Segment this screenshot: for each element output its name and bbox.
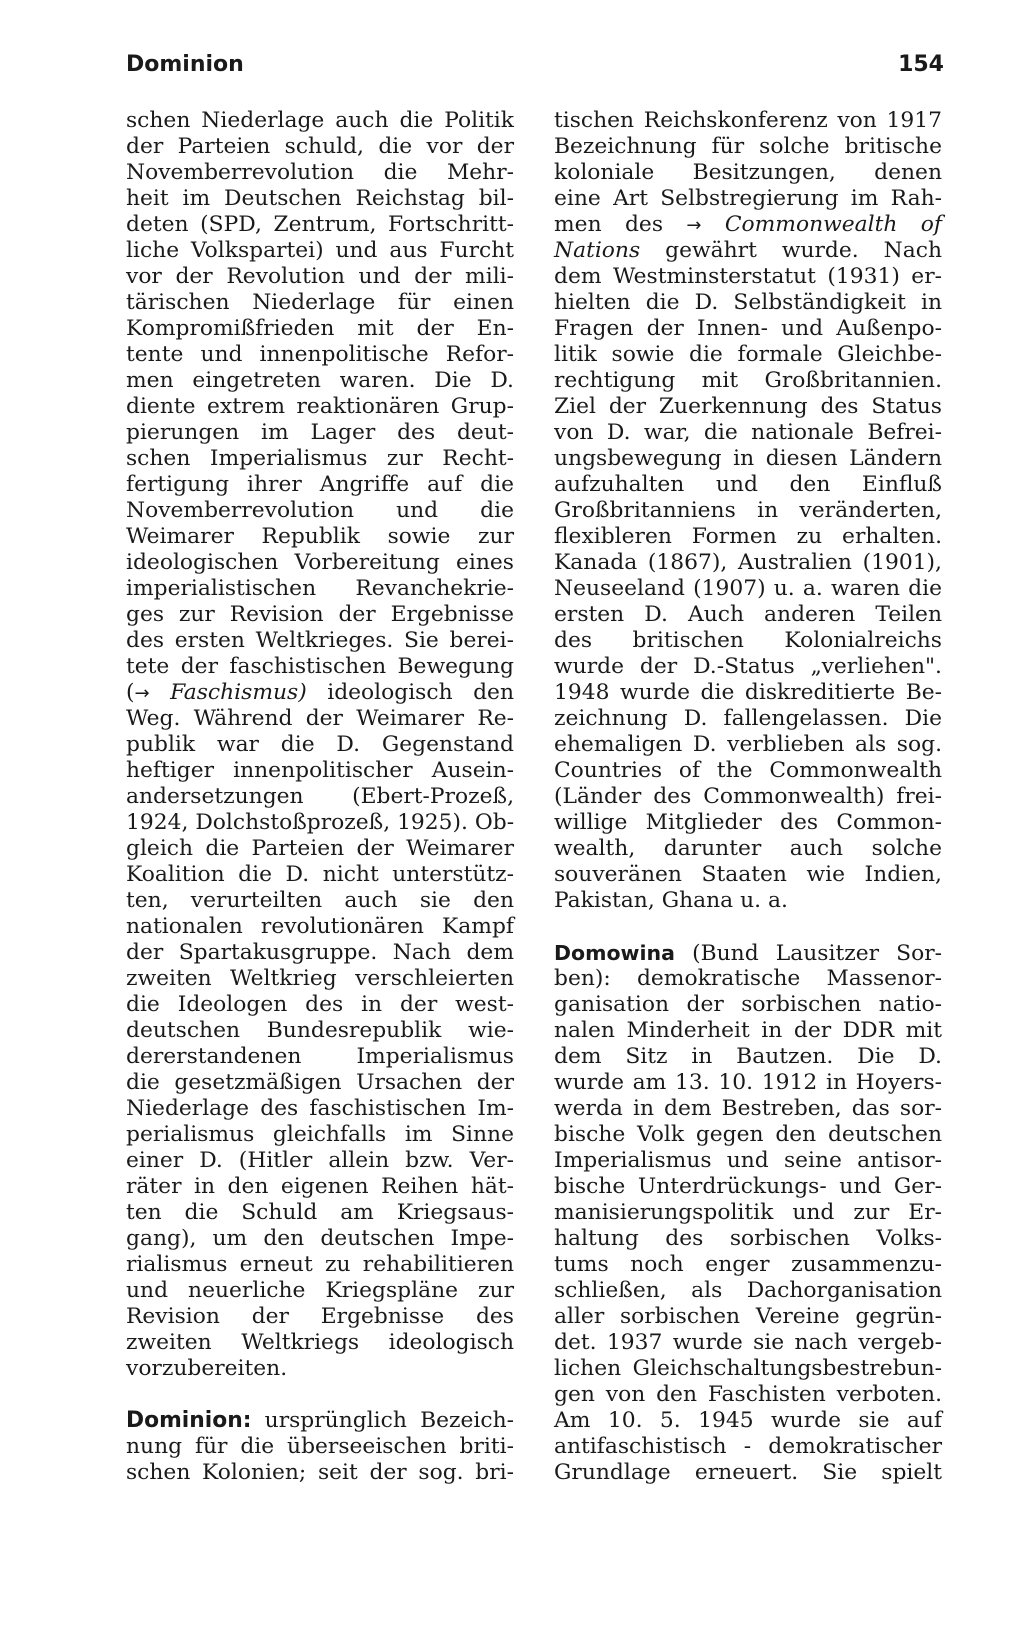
text-line: Kanada (1867), Australien (1901), <box>554 550 942 575</box>
text-line: aufzuhalten und den Einfluß <box>554 472 942 497</box>
lemma-domowina: Domowina <box>554 941 675 965</box>
text-line: schließen, als Dachorganisation <box>554 1278 942 1303</box>
text-line: tums noch enger zusammenzu- <box>554 1252 942 1277</box>
text-line: ungsbewegung in diesen Ländern <box>554 446 942 471</box>
text-line: schen Imperialismus zur Recht- <box>126 446 514 471</box>
text-line: lichen Gleichschaltungsbestrebun- <box>554 1356 942 1381</box>
text-line: von D. war, die nationale Befrei- <box>554 420 942 445</box>
text-line: bische Unterdrückungs- und Ger- <box>554 1174 942 1199</box>
text-line: deutschen Bundesrepublik wie- <box>126 1018 514 1043</box>
text-fragment: gewährt wurde. Nach <box>640 238 942 263</box>
page-number: 154 <box>898 52 944 77</box>
text-line: wurde der D.-Status „verliehen". <box>554 654 942 679</box>
text-line: nationalen revolutionären Kampf <box>126 914 514 939</box>
text-line: Weg. Während der Weimarer Re- <box>126 706 514 731</box>
text-line: die Ideologen des in der west- <box>126 992 514 1017</box>
text-line: schen Kolonien; seit der sog. bri- <box>126 1460 514 1485</box>
text-line: litik sowie die formale Gleichbe- <box>554 342 942 367</box>
text-fragment: ideologisch den <box>306 680 514 705</box>
text-fragment: men des <box>554 212 687 237</box>
text-line: der Spartakusgruppe. Nach dem <box>126 940 514 965</box>
text-line: Revision der Ergebnisse des <box>126 1304 514 1329</box>
text-line: bische Volk gegen den deutschen <box>554 1122 942 1147</box>
text-line: Koalition die D. nicht unterstütz- <box>126 862 514 887</box>
text-line: diente extrem reaktionären Grup- <box>126 394 514 419</box>
text-line: fertigung ihrer Angriffe auf die <box>126 472 514 497</box>
text-line: tischen Reichskonferenz von 1917 <box>554 108 942 133</box>
text-line: manisierungspolitik und zur Er- <box>554 1200 942 1225</box>
text-line: liche Volkspartei) und aus Furcht <box>126 238 514 263</box>
text-line-cross-reference <box>126 680 514 706</box>
text-line: wealth, darunter auch solche <box>554 836 942 861</box>
text-line: pierungen im Lager des deut- <box>126 420 514 445</box>
text-line: heit im Deutschen Reichstag bil- <box>126 186 514 211</box>
text-line: rialismus erneut zu rehabilitieren <box>126 1252 514 1277</box>
lemma-dominion: Dominion: <box>126 1408 252 1433</box>
entry-domowina-first-line <box>554 940 942 966</box>
text-line: und neuerliche Kriegspläne zur <box>126 1278 514 1303</box>
text-line: gang), um den deutschen Impe- <box>126 1226 514 1251</box>
text-line: werda in dem Bestreben, das sor- <box>554 1096 942 1121</box>
text-line: die gesetzmäßigen Ursachen der <box>126 1070 514 1095</box>
text-line: willige Mitglieder des Common- <box>554 810 942 835</box>
text-line: ten, verurteilten auch sie den <box>126 888 514 913</box>
text-line: ges zur Revision der Ergebnisse <box>126 602 514 627</box>
text-line: flexibleren Formen zu erhalten. <box>554 524 942 549</box>
text-line: rechtigung mit Großbritannien. <box>554 368 942 393</box>
text-line: 1924, Dolchstoßprozeß, 1925). Ob- <box>126 810 515 835</box>
text-line: ten die Schuld am Kriegsaus- <box>126 1200 514 1225</box>
text-line: nalen Minderheit in der DDR mit <box>554 1018 942 1043</box>
text-line: men eingetreten waren. Die D. <box>126 368 514 393</box>
text-line: vor der Revolution und der mili- <box>126 264 514 289</box>
text-line: zweiten Weltkrieg verschleierten <box>126 966 514 991</box>
text-line: Kompromißfrieden mit der En- <box>126 316 514 341</box>
text-line-cross-reference <box>554 238 942 264</box>
text-line: koloniale Besitzungen, denen <box>554 160 942 185</box>
text-line: imperialistischen Revanchekrie- <box>126 576 514 601</box>
text-line: ideologischen Vorbereitung eines <box>126 550 514 575</box>
text-line: vorzubereiten. <box>126 1356 288 1381</box>
text-line: nung für die überseeischen briti- <box>126 1434 514 1459</box>
running-head-word: Dominion <box>126 52 244 77</box>
text-line: zweiten Weltkriegs ideologisch <box>126 1330 514 1355</box>
text-line: publik war die D. Gegenstand <box>126 732 514 757</box>
cross-reference-arrow-icon: → <box>686 215 702 236</box>
right-column <box>554 108 942 1486</box>
text-line: Bezeichnung für solche britische <box>554 134 942 159</box>
text-line: Novemberrevolution und die <box>126 498 514 523</box>
cross-reference-commonwealth: Commonwealth of <box>724 212 942 237</box>
text-line: heftiger innenpolitischer Ausein- <box>126 758 514 783</box>
text-line: Am 10. 5. 1945 wurde sie auf <box>554 1408 942 1433</box>
entry-gap <box>554 914 942 940</box>
text-line: hielten die D. Selbständigkeit in <box>554 290 942 315</box>
text-line: dererstandenen Imperialismus <box>126 1044 514 1069</box>
text-fragment: ursprünglich Bezeich- <box>251 1408 514 1433</box>
text-line: (Länder des Commonwealth) frei- <box>554 784 942 809</box>
text-line: tete der faschistischen Bewegung <box>126 654 514 679</box>
text-line: Fragen der Innen- und Außenpo- <box>554 316 942 341</box>
text-line: tente und innenpolitische Refor- <box>126 342 514 367</box>
text-line: ersten D. Auch anderen Teilen <box>554 602 942 627</box>
text-line: dem Sitz in Bautzen. Die D. <box>554 1044 942 1069</box>
text-line: haltung des sorbischen Volks- <box>554 1226 942 1251</box>
text-line: Novemberrevolution die Mehr- <box>126 160 514 185</box>
open-paren: ( <box>126 680 135 705</box>
text-line: souveränen Staaten wie Indien, <box>554 862 942 887</box>
text-line: aller sorbischen Vereine gegrün- <box>554 1304 942 1329</box>
text-line: Grundlage erneuert. Sie spielt <box>554 1460 942 1485</box>
text-line: Großbritanniens in veränderten, <box>554 498 942 523</box>
cross-reference-faschismus: Faschismus) <box>170 680 307 705</box>
text-line: einer D. (Hitler allein bzw. Ver- <box>126 1148 514 1173</box>
text-line: det. 1937 wurde sie nach vergeb- <box>554 1330 942 1355</box>
text-line: des britischen Kolonialreichs <box>554 628 942 653</box>
text-line: Countries of the Commonwealth <box>554 758 942 783</box>
text-line: tärischen Niederlage für einen <box>126 290 514 315</box>
text-line: der Parteien schuld, die vor der <box>126 134 514 159</box>
text-fragment: (Bund Lausitzer Sor- <box>674 941 942 966</box>
entry-dominion-first-line <box>126 1408 514 1434</box>
text-line: gen von den Faschisten verboten. <box>554 1382 942 1407</box>
entry-gap <box>126 1382 514 1408</box>
text-line: ehemaligen D. verblieben als sog. <box>554 732 942 757</box>
text-line: antifaschistisch - demokratischer <box>554 1434 942 1459</box>
text-line: perialismus gleichfalls im Sinne <box>126 1122 514 1147</box>
text-line: des ersten Weltkrieges. Sie berei- <box>126 628 514 653</box>
cross-reference-arrow-icon: → <box>134 683 150 704</box>
text-line: andersetzungen (Ebert-Prozeß, <box>126 784 514 809</box>
text-line-cross-reference <box>554 212 942 238</box>
text-line: ganisation der sorbischen natio- <box>554 992 942 1017</box>
text-line: Pakistan, Ghana u. a. <box>554 888 788 913</box>
text-line: ben): demokratische Massenor- <box>554 966 942 991</box>
text-line: 1948 wurde die diskreditierte Be- <box>554 680 942 705</box>
text-line: dem Westminsterstatut (1931) er- <box>554 264 942 289</box>
running-head <box>126 52 944 84</box>
text-line: räter in den eigenen Reihen hät- <box>126 1174 514 1199</box>
text-line: deten (SPD, Zentrum, Fortschritt- <box>126 212 514 237</box>
text-line: Weimarer Republik sowie zur <box>126 524 514 549</box>
text-line: Neuseeland (1907) u. a. waren die <box>554 576 942 601</box>
text-line: Imperialismus und seine antisor- <box>554 1148 942 1173</box>
text-line: wurde am 13. 10. 1912 in Hoyers- <box>554 1070 942 1095</box>
text-line: Niederlage des faschistischen Im- <box>126 1096 514 1121</box>
cross-reference-nations: Nations <box>554 238 641 263</box>
left-column <box>126 108 514 1486</box>
text-line: zeichnung D. fallengelassen. Die <box>554 706 942 731</box>
text-line: Ziel der Zuerkennung des Status <box>554 394 942 419</box>
text-line: eine Art Selbstregierung im Rah- <box>554 186 942 211</box>
text-line: gleich die Parteien der Weimarer <box>126 836 514 861</box>
text-line: schen Niederlage auch die Politik <box>126 108 514 133</box>
